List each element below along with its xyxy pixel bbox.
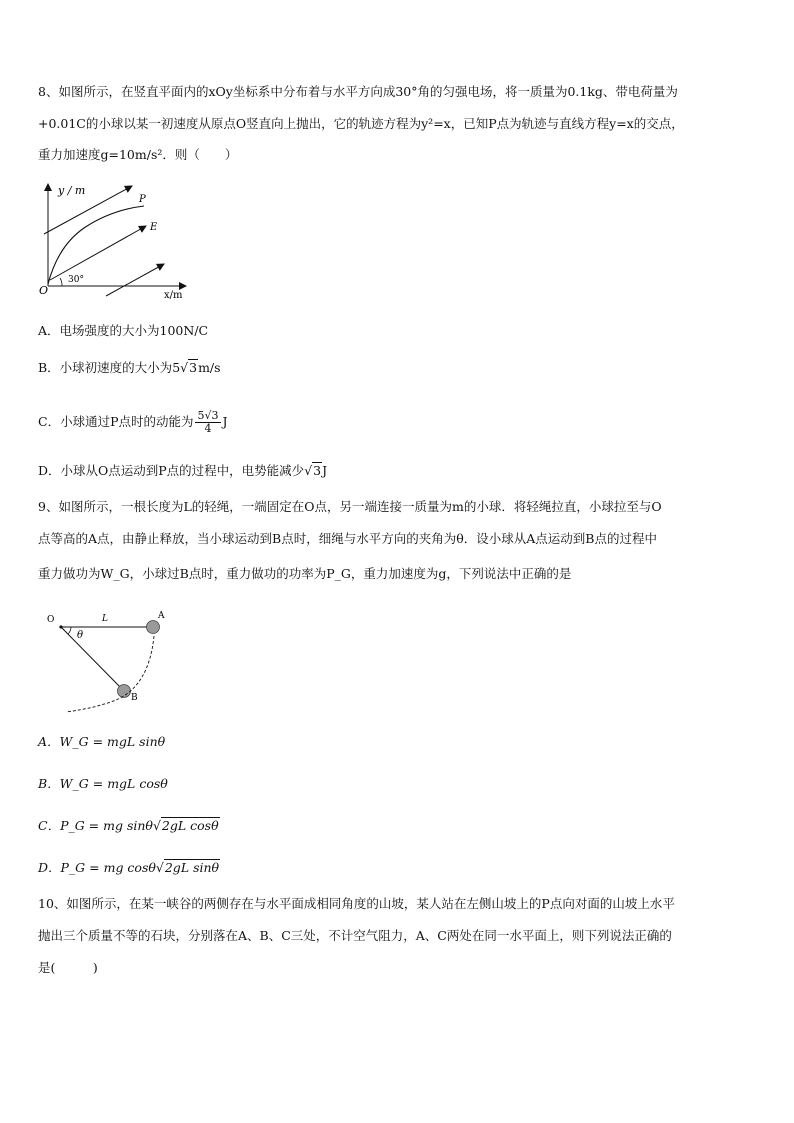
point-B-label: B [131, 693, 138, 703]
q8-option-B-coef: 5 [172, 360, 181, 375]
point-P-label: P [139, 194, 146, 205]
trajectory-curve [48, 206, 144, 284]
field-E-label: E [150, 222, 158, 233]
q10-stem-line1: 10、如图所示，在某一峡谷的两侧存在与水平面成相同角度的山坡，某人站在左侧山坡上的P点向对面的山坡上水平 [38, 896, 675, 911]
q8-option-D-radicand: 3 [313, 463, 322, 478]
q9-stem-line3: 重力做功为W_G，小球过B点时，重力做功的功率为P_G，重力加速度为g，下列说法中正确的是 [38, 566, 572, 581]
q8-option-B-unit: m/s [198, 360, 221, 375]
q8-figure [36, 178, 196, 303]
angle-label: 30° [68, 275, 84, 285]
angle-arc [60, 278, 62, 286]
q8-option-D-unit: J [322, 463, 328, 478]
ball-A [147, 621, 160, 634]
point-A-label: A [158, 611, 165, 621]
q8-option-B-radicand: 3 [189, 360, 198, 375]
q9-option-A: A．W_G = mgL sinθ [38, 734, 166, 749]
q8-option-C-unit: J [222, 414, 228, 429]
q8-option-C-denominator: 4 [204, 422, 212, 435]
q8-option-D: D．小球从O点运动到P点的过程中，电势能减少√3J [38, 463, 328, 478]
q8-option-D-text: D．小球从O点运动到P点的过程中，电势能减少 [38, 463, 305, 478]
q9-figure [44, 608, 174, 718]
y-axis-label: y / m [58, 184, 86, 197]
q8-option-B: B．小球初速度的大小为5√3m/s [38, 360, 221, 375]
q9-option-B: B．W_G = mgL cosθ [38, 776, 168, 791]
length-L-label: L [102, 614, 108, 624]
q10-stem-line2: 抛出三个质量不等的石块，分别落在A、B、C三处，不计空气阻力，A、C两处在同一水平面上，则下列说法正确的 [38, 928, 672, 943]
q8-option-A: A．电场强度的大小为100N/C [38, 323, 209, 338]
angle-arc [68, 627, 71, 634]
field-line-3 [106, 264, 164, 296]
q8-option-B-text: B．小球初速度的大小为 [38, 360, 173, 375]
q8-stem-line2: +0.01C的小球以某一初速度从原点O竖直向上抛出，它的轨迹方程为y²=x，已知P点为轨迹与直线方程y=x的交点， [38, 116, 684, 131]
field-line-2 [50, 226, 146, 280]
origin-label: O [39, 284, 49, 297]
q8-stem-line1: 8、如图所示，在竖直平面内的xOy坐标系中分布着与水平方向成30°角的匀强电场，将一质量为0.1kg、带电荷量为 [38, 84, 678, 99]
q9-option-D-text: D．P_G = mg cosθ [38, 860, 156, 875]
q10-stem-line3: 是( ) [38, 960, 98, 975]
point-O-label: O [47, 615, 55, 625]
q9-option-C-text: C．P_G = mg sinθ [38, 818, 153, 833]
q8-option-C-fraction [195, 410, 220, 435]
q8-option-C-numerator: 5√3 [197, 409, 219, 422]
x-axis-label: x/m [164, 290, 183, 301]
ball-B [118, 685, 131, 698]
q9-option-D-radicand: 2gL sinθ [164, 860, 220, 875]
rope-OB [61, 627, 123, 690]
q9-option-C-radicand: 2gL cosθ [161, 818, 219, 833]
q8-option-C [38, 410, 228, 435]
theta-label: θ [77, 630, 84, 641]
swing-path [66, 636, 154, 712]
q9-stem-line2: 点等高的A点，由静止释放，当小球运动到B点时，细绳与水平方向的夹角为θ．设小球从A点运动到B点的过程中 [38, 531, 657, 546]
q9-stem-line1: 9、如图所示，一根长度为L的轻绳，一端固定在O点，另一端连接一质量为m的小球．将轻绳拉直，小球拉至与O [38, 499, 662, 514]
q8-option-C-text: C．小球通过P点时的动能为 [38, 414, 194, 429]
q9-option-C: C．P_G = mg sinθ√2gL cosθ [38, 818, 219, 833]
q8-stem-line3: 重力加速度g=10m/s²．则（ ） [38, 147, 238, 162]
q9-option-D: D．P_G = mg cosθ√2gL sinθ [38, 860, 220, 875]
